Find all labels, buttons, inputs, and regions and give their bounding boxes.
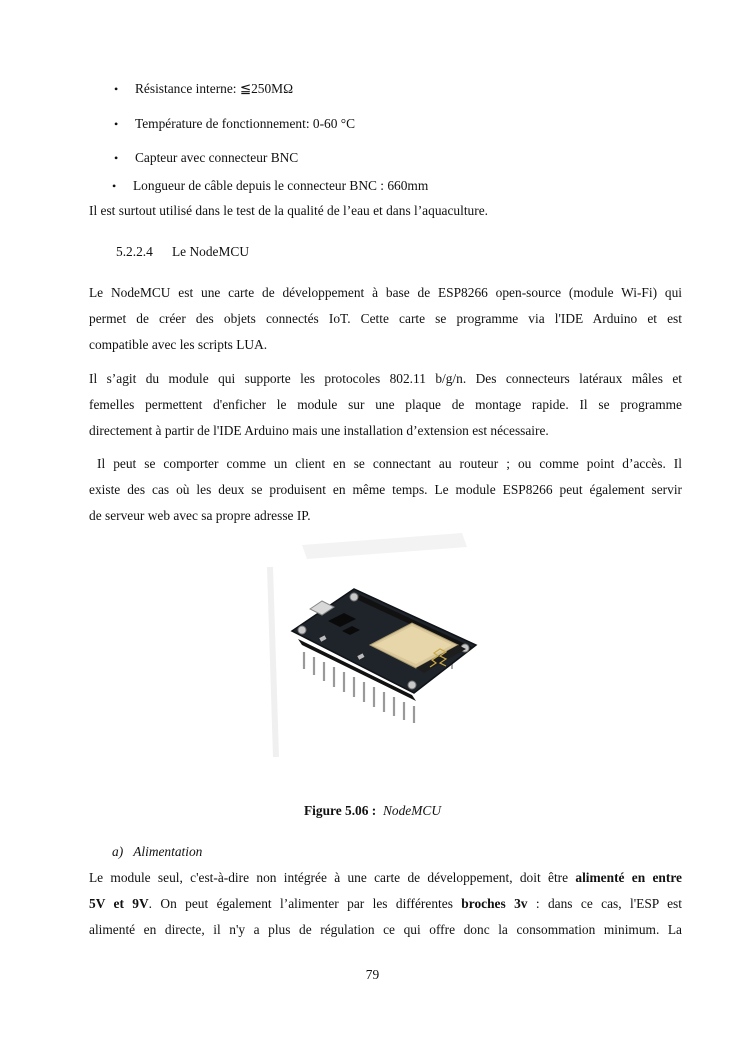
paragraph-line: permet de créer des objets connectés IoT. Cette carte se programme via l'IDE Arduino et est xyxy=(89,311,682,326)
figure-caption xyxy=(0,803,745,819)
bullet-internal-resistance: Résistance interne: ≦250MΩ xyxy=(135,81,294,96)
paragraph-line: femelles permettent d'enficher le module sur une plaque de montage rapide. Il se programme xyxy=(89,397,682,412)
subsection-marker: a) xyxy=(112,844,124,859)
figure-caption-text: NodeMCU xyxy=(382,803,441,818)
bullet-marker: • xyxy=(112,179,117,193)
bullet-marker: • xyxy=(114,117,119,131)
paragraph-line: directement à partir de l'IDE Arduino mais une installation d’extension est nécessaire. xyxy=(89,423,549,438)
paragraph-line xyxy=(89,891,682,917)
text-run: . On peut également l’alimenter par les différentes xyxy=(148,896,462,911)
paragraph-line: compatible avec les scripts LUA. xyxy=(89,337,268,352)
paragraph-nodemcu-intro xyxy=(89,280,682,358)
section-heading xyxy=(116,244,249,260)
usage-line: Il est surtout utilisé dans le test de la qualité de l’eau et dans l’aquaculture. xyxy=(89,203,488,218)
text-run: : dans ce cas, l'ESP est xyxy=(527,896,682,911)
paragraph-line: Il s’agit du module qui supporte les protocoles 802.11 b/g/n. Des connecteurs latéraux mâles et xyxy=(89,371,682,386)
paragraph-line: Il peut se comporter comme un client en se connectant au routeur ; ou comme point d’accès. Il xyxy=(89,456,682,471)
bullet-marker: • xyxy=(114,151,119,165)
paragraph-line: Le NodeMCU est une carte de développement à base de ESP8266 open-source (module Wi-Fi) qui xyxy=(89,285,682,300)
paragraph-line: alimenté en directe, il n'y a plus de régulation ce qui offre donc la consommation minimum. La xyxy=(89,922,682,937)
nodemcu-board-drawing xyxy=(262,527,490,782)
paragraph-line xyxy=(89,865,682,891)
bullet-bnc-sensor: Capteur avec connecteur BNC xyxy=(135,150,299,165)
section-title: Le NodeMCU xyxy=(172,244,249,259)
bullet-marker: • xyxy=(114,82,119,96)
bullet-operating-temperature: Température de fonctionnement: 0-60 °C xyxy=(135,116,356,131)
text-run-bold: broches 3v xyxy=(461,896,528,911)
paragraph-client-access-point xyxy=(89,451,682,529)
paragraph-line: de serveur web avec sa propre adresse IP. xyxy=(89,508,311,523)
paragraph-alimentation xyxy=(89,865,682,943)
text-run: Le module seul, c'est-à-dire non intégrée à une carte de développement, doit être xyxy=(89,870,576,885)
paragraph-protocols xyxy=(89,366,682,444)
nodemcu-board-image xyxy=(262,527,490,782)
text-run-bold: 5V et 9V xyxy=(89,896,149,911)
section-number: 5.2.2.4 xyxy=(116,244,153,259)
subsection-title: Alimentation xyxy=(133,844,203,859)
bullet-cable-length: Longueur de câble depuis le connecteur BNC : 660mm xyxy=(133,178,429,193)
page-number: 79 xyxy=(365,967,380,982)
text-run-bold: alimenté en entre xyxy=(575,870,682,885)
subsection-heading xyxy=(112,844,202,860)
figure-label: Figure 5.06 : xyxy=(303,803,377,818)
paragraph-line: existe des cas où les deux se produisent en même temps. Le module ESP8266 peut également servir xyxy=(89,482,682,497)
